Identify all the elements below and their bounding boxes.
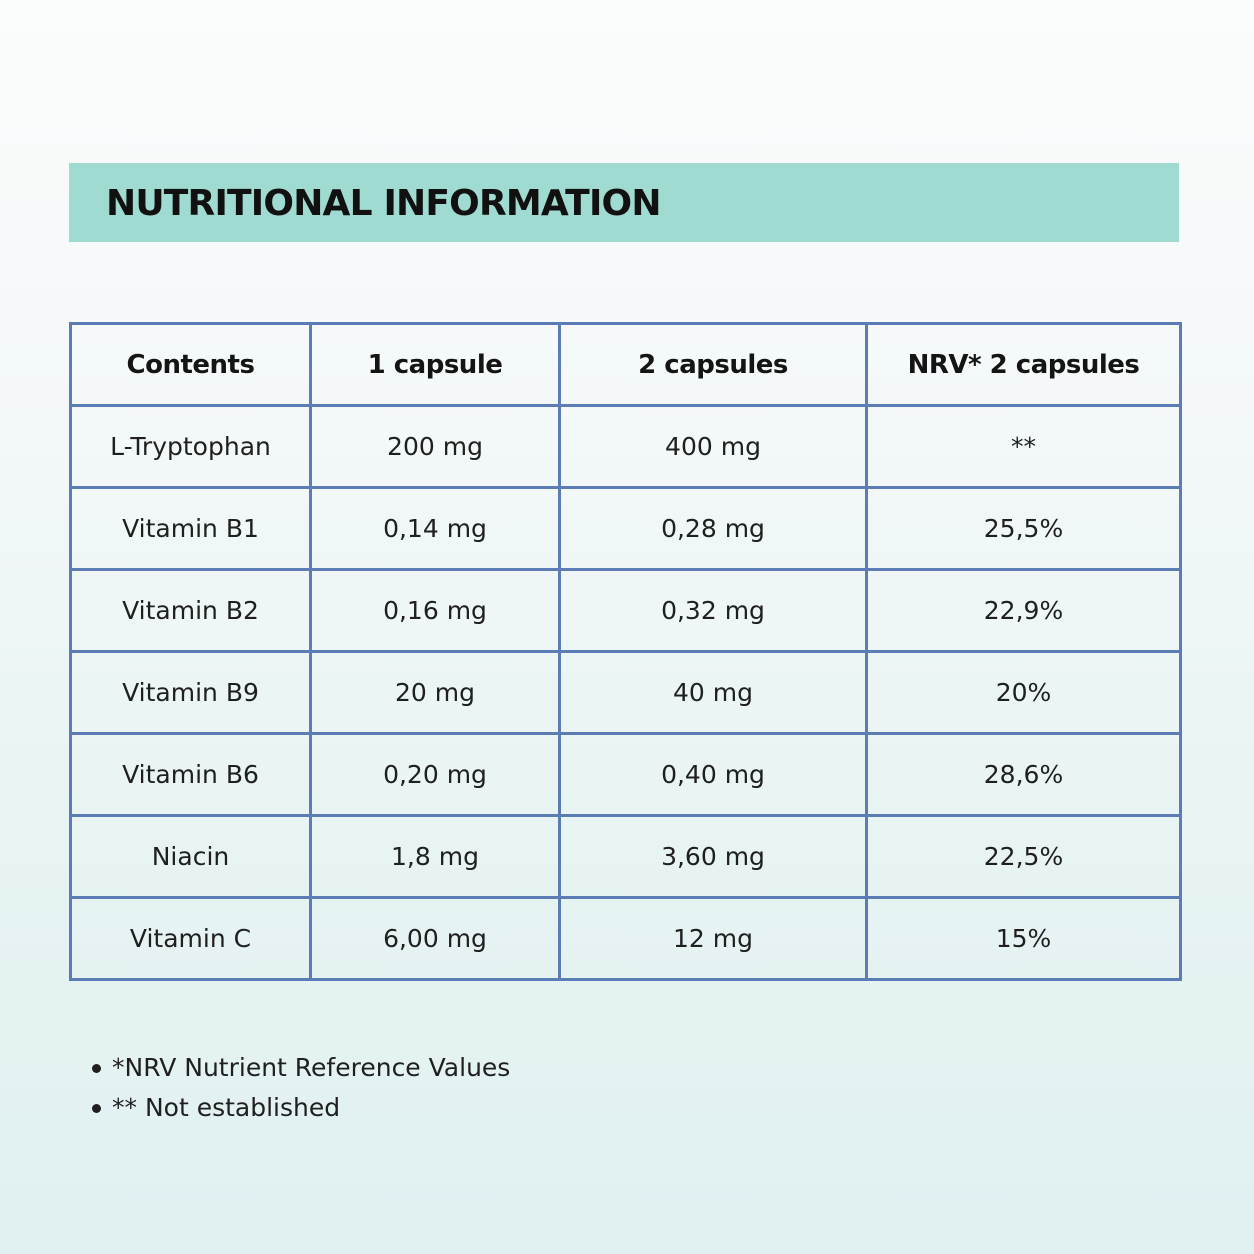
table-row — [71, 406, 1181, 488]
bullet-icon — [92, 1064, 101, 1073]
amount-1-capsule: 20 mg — [311, 652, 560, 734]
amount-1-capsule: 0,14 mg — [311, 488, 560, 570]
footnote-text: *NRV Nutrient Reference Values — [112, 1053, 511, 1082]
table-row — [71, 898, 1181, 980]
nrv-value: 22,9% — [867, 570, 1181, 652]
nutrient-name: Niacin — [71, 816, 311, 898]
table-header-row — [71, 324, 1181, 406]
amount-1-capsule: 0,16 mg — [311, 570, 560, 652]
table-row — [71, 816, 1181, 898]
amount-1-capsule: 1,8 mg — [311, 816, 560, 898]
nutrient-name: Vitamin C — [71, 898, 311, 980]
amount-2-capsules: 12 mg — [560, 898, 867, 980]
amount-1-capsule: 0,20 mg — [311, 734, 560, 816]
nrv-value: 28,6% — [867, 734, 1181, 816]
footnote-item — [90, 1088, 510, 1128]
nutrient-name: Vitamin B6 — [71, 734, 311, 816]
column-header-nrv: NRV* 2 capsules — [867, 324, 1181, 406]
amount-2-capsules: 0,28 mg — [560, 488, 867, 570]
column-header-1-capsule: 1 capsule — [311, 324, 560, 406]
nutrient-name: Vitamin B2 — [71, 570, 311, 652]
footnotes-list — [90, 1048, 510, 1128]
column-header-2-capsules: 2 capsules — [560, 324, 867, 406]
table-row — [71, 652, 1181, 734]
nutrient-name: L-Tryptophan — [71, 406, 311, 488]
footnote-item — [90, 1048, 510, 1088]
title-banner — [69, 163, 1179, 242]
table-row — [71, 734, 1181, 816]
amount-1-capsule: 200 mg — [311, 406, 560, 488]
footnote-text: ** Not established — [112, 1093, 341, 1122]
amount-2-capsules: 40 mg — [560, 652, 867, 734]
nrv-value: ** — [867, 406, 1181, 488]
nrv-value: 20% — [867, 652, 1181, 734]
page-title: NUTRITIONAL INFORMATION — [106, 183, 661, 224]
table-row — [71, 488, 1181, 570]
nrv-value: 22,5% — [867, 816, 1181, 898]
column-header-contents: Contents — [71, 324, 311, 406]
amount-1-capsule: 6,00 mg — [311, 898, 560, 980]
table-row — [71, 570, 1181, 652]
amount-2-capsules: 3,60 mg — [560, 816, 867, 898]
nutrition-table — [69, 322, 1182, 981]
nutrient-name: Vitamin B1 — [71, 488, 311, 570]
nutrient-name: Vitamin B9 — [71, 652, 311, 734]
nrv-value: 15% — [867, 898, 1181, 980]
nrv-value: 25,5% — [867, 488, 1181, 570]
bullet-icon — [92, 1104, 101, 1113]
amount-2-capsules: 0,32 mg — [560, 570, 867, 652]
amount-2-capsules: 0,40 mg — [560, 734, 867, 816]
amount-2-capsules: 400 mg — [560, 406, 867, 488]
